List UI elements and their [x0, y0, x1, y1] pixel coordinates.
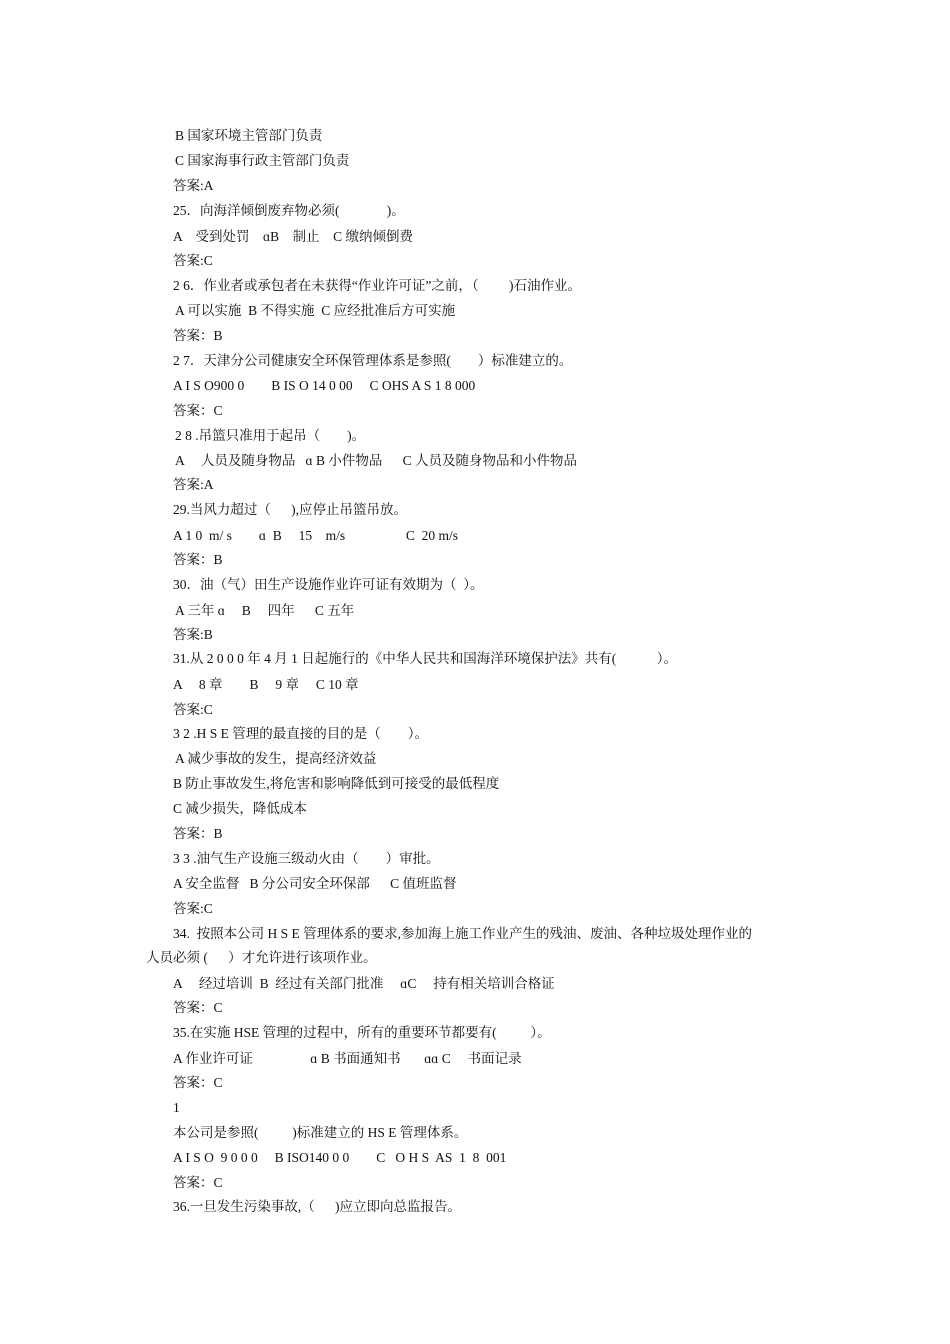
options-line: A 1 0 m/ s ɑ B 15 m/s C 20 m/s	[173, 528, 458, 543]
question-line: 30．油（气）田生产设施作业许可证有效期为（ ）。	[173, 577, 484, 592]
question-line: 25．向海洋倾倒废弃物必须( )。	[173, 203, 405, 218]
options-line: A 8 章 B 9 章 C 10 章	[173, 677, 359, 692]
answer-line: 答案：B	[173, 552, 223, 567]
page-number: 1	[173, 1100, 180, 1115]
answer-line: 答案:A	[173, 178, 214, 193]
option-line: B 防止事故发生,将危害和影响降低到可接受的最低程度	[173, 776, 500, 791]
question-line: 36.一旦发生污染事故,（ )应立即向总监报告。	[173, 1199, 461, 1214]
question-line: 2 6．作业者或承包者在未获得“作业许可证”之前，（ )石油作业。	[173, 278, 581, 293]
options-line: A 可以实施 B 不得实施 C 应经批准后方可实施	[175, 303, 456, 318]
question-line: 3 3 .油气生产设施三级动火由（ ）审批。	[173, 851, 440, 866]
question-line: 31.从 2 0 0 0 年 4 月 1 日起施行的《中华人民共和国海洋环境保护法》共有( ）。	[173, 651, 677, 666]
answer-line: 答案：B	[173, 826, 223, 841]
option-line: A 减少事故的发生，提高经济效益	[175, 751, 377, 766]
question-line: 35.在实施 HSE 管理的过程中，所有的重要环节都要有( ）。	[173, 1025, 551, 1040]
text-line: B 国家环境主管部门负责	[175, 128, 323, 143]
options-line: A 经过培训 B 经过有关部门批准 ɑC 持有相关培训合格证	[173, 976, 555, 991]
option-line: C 减少损失，降低成本	[173, 801, 307, 816]
options-line: A 三年 ɑ B 四年 C 五年	[175, 603, 355, 618]
answer-line: 答案:A	[173, 477, 214, 492]
options-line: A I S O 9 0 0 0 B ISO140 0 0 C O H S AS 1 8 001	[173, 1150, 507, 1165]
answer-line: 答案：C	[173, 403, 223, 418]
options-line: A I S O900 0 B IS O 14 0 00 C OHS A S 1 8 000	[173, 378, 476, 393]
question-line: 本公司是参照( )标准建立的 HS E 管理体系。	[173, 1125, 468, 1140]
answer-line: 答案:C	[173, 253, 213, 268]
question-line: 34. 按照本公司 H S E 管理体系的要求,参加海上施工作业产生的残油、废油、各种垃圾处理作业的	[173, 926, 753, 941]
question-line: 3 2 .H S E 管理的最直接的目的是（ ）。	[173, 726, 429, 741]
options-line: A 受到处罚 ɑB 制止 C 缴纳倾倒费	[173, 229, 413, 244]
options-line: A 人员及随身物品 ɑ B 小件物品 C 人员及随身物品和小件物品	[175, 453, 577, 468]
options-line: A 安全监督 B 分公司安全环保部 C 值班监督	[173, 876, 457, 891]
answer-line: 答案：C	[173, 1000, 223, 1015]
question-line: 2 7．天津分公司健康安全环保管理体系是参照( ）标准建立的。	[173, 353, 573, 368]
options-line: A 作业许可证 ɑ B 书面通知书 ɑɑ C 书面记录	[173, 1051, 522, 1066]
answer-line: 答案:C	[173, 901, 213, 916]
answer-line: 答案：C	[173, 1175, 223, 1190]
answer-line: 答案:C	[173, 702, 213, 717]
answer-line: 答案：B	[173, 328, 223, 343]
answer-line: 答案：C	[173, 1075, 223, 1090]
question-line: 29.当风力超过（ ),应停止吊篮吊放。	[173, 502, 407, 517]
question-continuation-line: 人员必须 ( ）才允许进行该项作业。	[146, 950, 377, 965]
question-line: 2 8 .吊篮只准用于起吊（ )。	[175, 428, 366, 443]
text-line: C 国家海事行政主管部门负责	[175, 153, 350, 168]
answer-line: 答案:B	[173, 627, 213, 642]
